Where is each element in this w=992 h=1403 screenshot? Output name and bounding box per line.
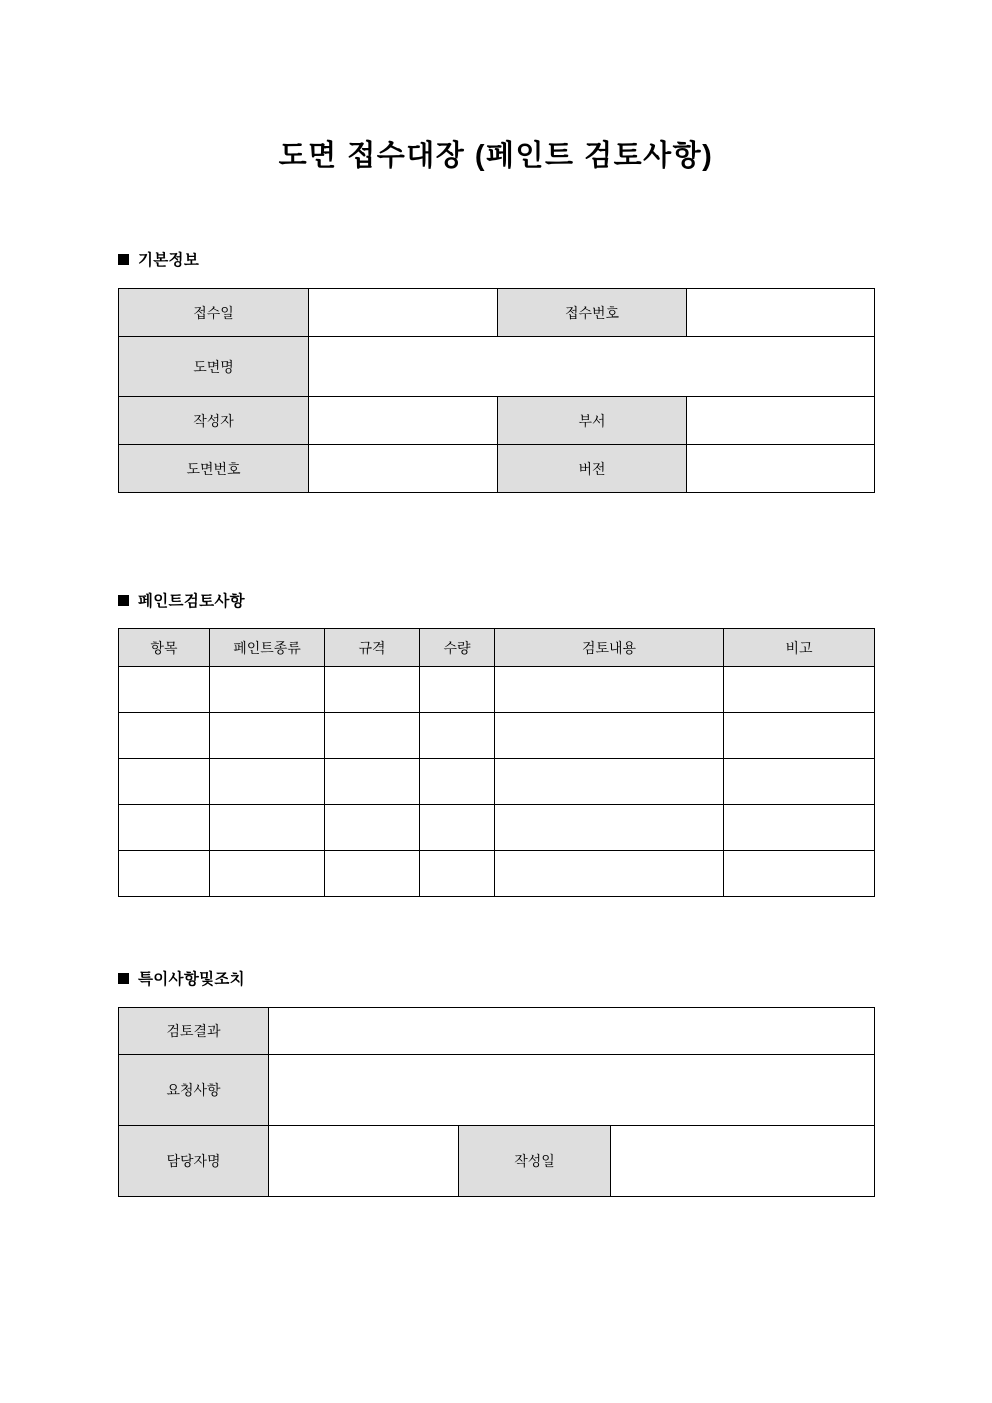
section-heading-special-notes bbox=[118, 967, 245, 989]
paint-review-table bbox=[118, 628, 875, 897]
table-row bbox=[119, 289, 875, 337]
label-author: 작성자 bbox=[119, 397, 309, 445]
section-heading-label: 특이사항및조치 bbox=[138, 971, 245, 988]
column-header-item: 항목 bbox=[119, 629, 210, 667]
cell-paint-type[interactable] bbox=[210, 805, 325, 851]
column-header-paint-type: 페인트종류 bbox=[210, 629, 325, 667]
label-review-result: 검토결과 bbox=[119, 1008, 269, 1055]
table-header-row bbox=[119, 629, 875, 667]
cell-remarks[interactable] bbox=[724, 851, 875, 897]
label-drawing-name: 도면명 bbox=[119, 337, 309, 397]
label-request-details: 요청사항 bbox=[119, 1055, 269, 1126]
column-header-remarks: 비고 bbox=[724, 629, 875, 667]
page-title: 도면 접수대장 (페인트 검토사항) bbox=[278, 140, 714, 172]
cell-item[interactable] bbox=[119, 713, 210, 759]
cell-quantity[interactable] bbox=[420, 713, 495, 759]
table-row bbox=[119, 397, 875, 445]
table-row bbox=[119, 667, 875, 713]
cell-paint-type[interactable] bbox=[210, 667, 325, 713]
field-receipt-date[interactable] bbox=[309, 289, 498, 337]
cell-paint-type[interactable] bbox=[210, 759, 325, 805]
table-row bbox=[119, 713, 875, 759]
field-receipt-number[interactable] bbox=[687, 289, 875, 337]
cell-remarks[interactable] bbox=[724, 805, 875, 851]
field-author[interactable] bbox=[309, 397, 498, 445]
label-written-date: 작성일 bbox=[459, 1126, 611, 1197]
table-row bbox=[119, 759, 875, 805]
cell-item[interactable] bbox=[119, 667, 210, 713]
field-person-in-charge[interactable] bbox=[269, 1126, 459, 1197]
label-receipt-date: 접수일 bbox=[119, 289, 309, 337]
cell-spec[interactable] bbox=[325, 713, 420, 759]
cell-quantity[interactable] bbox=[420, 759, 495, 805]
table-row bbox=[119, 805, 875, 851]
section-heading-paint-review bbox=[118, 589, 245, 611]
cell-item[interactable] bbox=[119, 805, 210, 851]
cell-quantity[interactable] bbox=[420, 805, 495, 851]
field-department[interactable] bbox=[687, 397, 875, 445]
cell-review-content[interactable] bbox=[495, 667, 724, 713]
cell-review-content[interactable] bbox=[495, 759, 724, 805]
label-drawing-number: 도면번호 bbox=[119, 445, 309, 493]
section-heading-basic-info bbox=[118, 248, 199, 270]
cell-spec[interactable] bbox=[325, 759, 420, 805]
field-version[interactable] bbox=[687, 445, 875, 493]
cell-spec[interactable] bbox=[325, 667, 420, 713]
column-header-quantity: 수량 bbox=[420, 629, 495, 667]
table-row bbox=[119, 851, 875, 897]
table-row bbox=[119, 337, 875, 397]
field-drawing-number[interactable] bbox=[309, 445, 498, 493]
cell-remarks[interactable] bbox=[724, 667, 875, 713]
field-review-result[interactable] bbox=[269, 1008, 875, 1055]
square-bullet-icon bbox=[118, 595, 129, 606]
cell-item[interactable] bbox=[119, 851, 210, 897]
section-heading-label: 기본정보 bbox=[138, 252, 200, 269]
square-bullet-icon bbox=[118, 254, 129, 265]
column-header-spec: 규격 bbox=[325, 629, 420, 667]
table-row bbox=[119, 445, 875, 493]
field-request-details[interactable] bbox=[269, 1055, 875, 1126]
cell-remarks[interactable] bbox=[724, 713, 875, 759]
table-row bbox=[119, 1126, 875, 1197]
field-written-date[interactable] bbox=[611, 1126, 875, 1197]
cell-quantity[interactable] bbox=[420, 851, 495, 897]
cell-paint-type[interactable] bbox=[210, 713, 325, 759]
cell-item[interactable] bbox=[119, 759, 210, 805]
label-person-in-charge: 담당자명 bbox=[119, 1126, 269, 1197]
cell-remarks[interactable] bbox=[724, 759, 875, 805]
cell-review-content[interactable] bbox=[495, 805, 724, 851]
cell-spec[interactable] bbox=[325, 851, 420, 897]
label-receipt-number: 접수번호 bbox=[498, 289, 687, 337]
section-heading-label: 페인트검토사항 bbox=[138, 593, 245, 610]
cell-review-content[interactable] bbox=[495, 851, 724, 897]
table-row bbox=[119, 1055, 875, 1126]
cell-spec[interactable] bbox=[325, 805, 420, 851]
square-bullet-icon bbox=[118, 973, 129, 984]
label-department: 부서 bbox=[498, 397, 687, 445]
cell-review-content[interactable] bbox=[495, 713, 724, 759]
cell-paint-type[interactable] bbox=[210, 851, 325, 897]
special-notes-table bbox=[118, 1007, 875, 1197]
table-row bbox=[119, 1008, 875, 1055]
basic-info-table bbox=[118, 288, 875, 493]
column-header-review-content: 검토내용 bbox=[495, 629, 724, 667]
field-drawing-name[interactable] bbox=[309, 337, 875, 397]
label-version: 버전 bbox=[498, 445, 687, 493]
cell-quantity[interactable] bbox=[420, 667, 495, 713]
